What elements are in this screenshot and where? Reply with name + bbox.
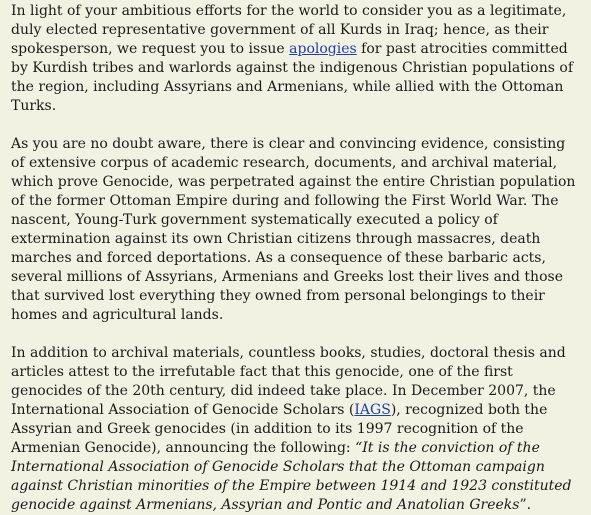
iags-link[interactable]: IAGS (354, 402, 391, 418)
quote-end: ”. (519, 497, 532, 513)
paragraph-genocide-evidence (11, 135, 582, 325)
iags-quote: “It is the conviction of the International Association of Genocide Scholars that the Ottoman campaign against Christian minorities of the Empire between 1914 and 1923 constituted genocide against Armenians, Assyrian and Pontic and Anatolian Greeks (11, 440, 572, 513)
paragraph-text: In light of your ambitious efforts for the world to consider you as a legitimate, duly elected representative government of all Kurds in Iraq; hence, as their spokesperson, we request you to issue (11, 3, 567, 57)
paragraph-text: In addition to archival materials, countless books, studies, doctoral thesis and articles attest to the irrefutable fact that this genocide, one of the first genocides of the 20th century, did indeed take place. In December 2007, the International Association of Genocide Scholars ( (11, 345, 566, 418)
paragraph-text: for past atrocities committed by Kurdish tribes and warlords against the indigenous Christian populations of the region, including Assyrians and Armenians, while allied with the Ottoman Turks. (11, 41, 573, 114)
paragraph-text: ), recognized both the Assyrian and Greek genocides (in addition to its 1997 recognition of the Armenian Genocide), announcing the following: (11, 402, 548, 456)
paragraph-apology-request (11, 2, 582, 116)
apologies-link[interactable]: apologies (289, 41, 357, 57)
paragraph-text: As you are no doubt aware, there is clear and convincing evidence, consisting of extensive corpus of academic research, documents, and archival material, which prove Genocide, was perpetrated against the entire Christian population of the former Ottoman Empire during and following the First World War. The nascent, Young-Turk government systematically executed a policy of extermination against its own Christian citizens through massacres, death marches and forced deportations. As a consequence of these barbaric acts, several millions of Assyrians, Armenians and Greeks lost their lives and those that survived lost everything they owned from personal belongings to their homes and agricultural lands. (11, 136, 576, 323)
paragraph-iags-recognition (11, 344, 582, 515)
